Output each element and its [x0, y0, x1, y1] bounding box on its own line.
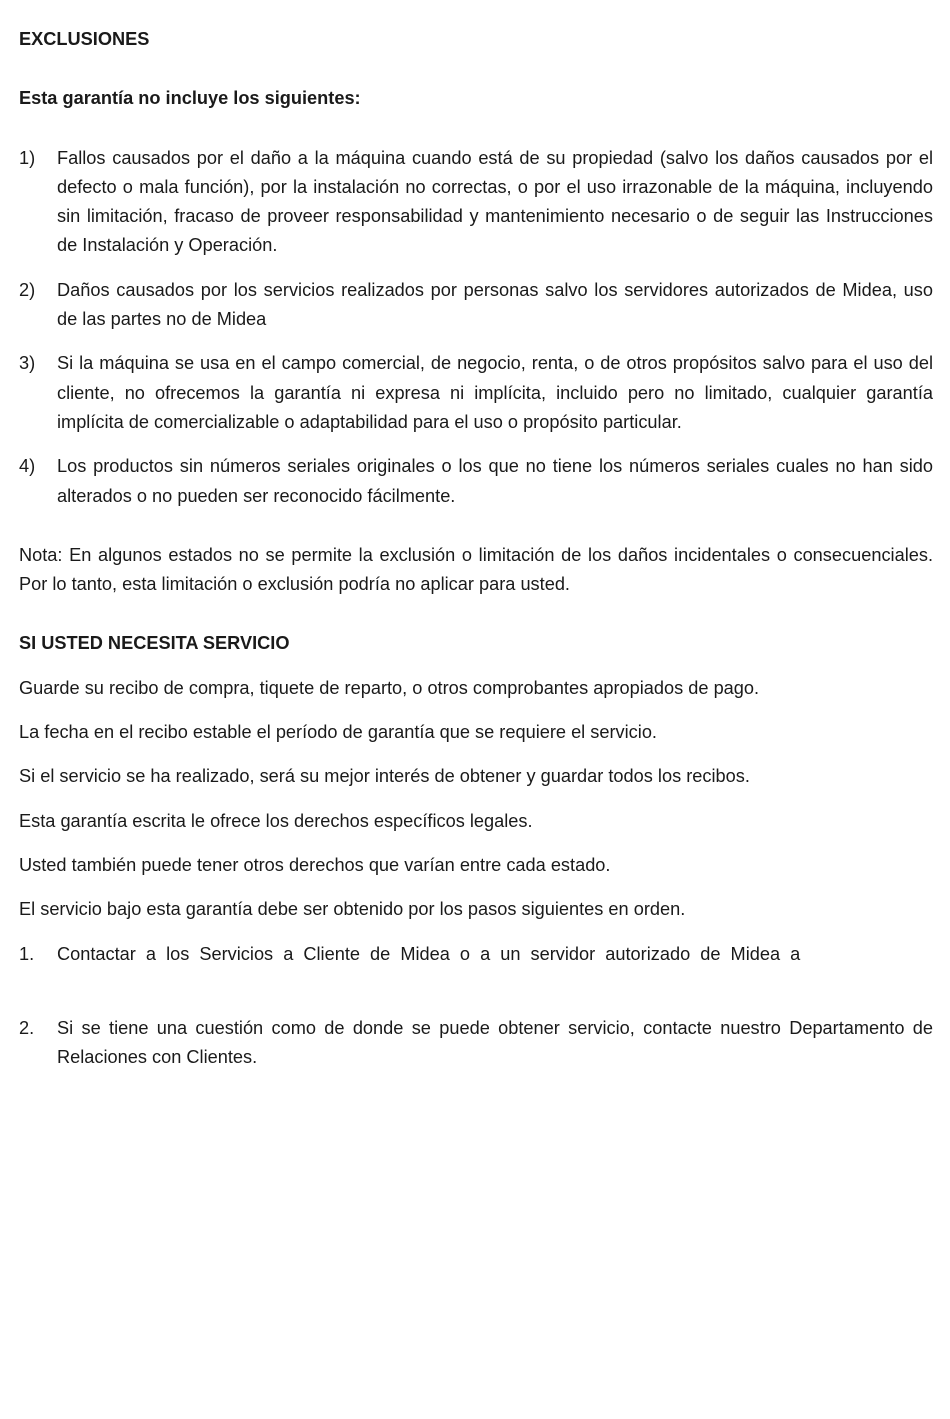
service-heading: SI USTED NECESITA SERVICIO [19, 633, 290, 654]
exclusion-item-number: 2) [19, 279, 36, 300]
exclusions-subheading: Esta garantía no incluye los siguientes: [19, 88, 361, 109]
exclusion-item-text: Los productos sin números seriales originales o los que no tiene los números seriales cuales no han sido alterados o no pueden ser reconocido fácilmente. [57, 456, 933, 506]
exclusions-note: Nota: En algunos estados no se permite la exclusión o limitación de los daños incidentales o consecuenciales. Por lo tanto, esta limitación o exclusión podría no aplicar para usted. [19, 544, 933, 595]
service-step-number: 1. [19, 943, 35, 964]
exclusion-item-text: Si la máquina se usa en el campo comercial, de negocio, renta, o de otros propósitos salvo para el uso del cliente, no ofrecemos la garantía ni expresa ni implícita, incluido pero no limitado, cualquier garantía implícita de comercializable o adaptabilidad para el uso o propósito particular. [57, 353, 933, 432]
service-line: Usted también puede tener otros derechos que varían entre cada estado. [19, 854, 611, 875]
service-line: Esta garantía escrita le ofrece los derechos específicos legales. [19, 810, 533, 831]
service-step-text: Contactar a los Servicios a Cliente de Midea o a un servidor autorizado de Midea a [57, 943, 801, 964]
service-step-1 [19, 940, 933, 969]
exclusion-item-number: 1) [19, 147, 36, 168]
exclusion-item-4 [19, 452, 933, 511]
exclusion-item-number: 4) [19, 456, 36, 477]
exclusion-item-2 [19, 276, 933, 335]
exclusion-item-number: 3) [19, 353, 36, 374]
warranty-page [19, 25, 933, 1072]
service-step-text: Si se tiene una cuestión como de donde se puede obtener servicio, contacte nuestro Departamento de Relaciones con Clientes. [57, 1017, 933, 1068]
exclusions-heading: EXCLUSIONES [19, 29, 150, 49]
exclusion-item-text: Daños causados por los servicios realizados por personas salvo los servidores autorizados de Midea, uso de las partes no de Midea [57, 279, 933, 330]
exclusion-item-1 [19, 144, 933, 261]
service-line: El servicio bajo esta garantía debe ser obtenido por los pasos siguientes en orden. [19, 899, 686, 920]
exclusion-item-text: Fallos causados por el daño a la máquina cuando está de su propiedad (salvo los daños causados por el defecto o mala función), por la instalación no correctas, o por el uso irrazonable de la máquina, incluyendo sin limitación, fracaso de proveer responsabilidad y mantenimiento necesario o de seguir las Instrucciones de Instalación y Operación. [57, 147, 933, 256]
exclusion-item-3 [19, 349, 933, 437]
service-step-number: 2. [19, 1017, 35, 1038]
service-line: Si el servicio se ha realizado, será su mejor interés de obtener y guardar todos los recibos. [19, 766, 750, 787]
service-step-2 [19, 1014, 933, 1073]
service-line: Guarde su recibo de compra, tiquete de reparto, o otros comprobantes apropiados de pago. [19, 677, 760, 698]
service-line: La fecha en el recibo estable el período de garantía que se requiere el servicio. [19, 722, 657, 743]
